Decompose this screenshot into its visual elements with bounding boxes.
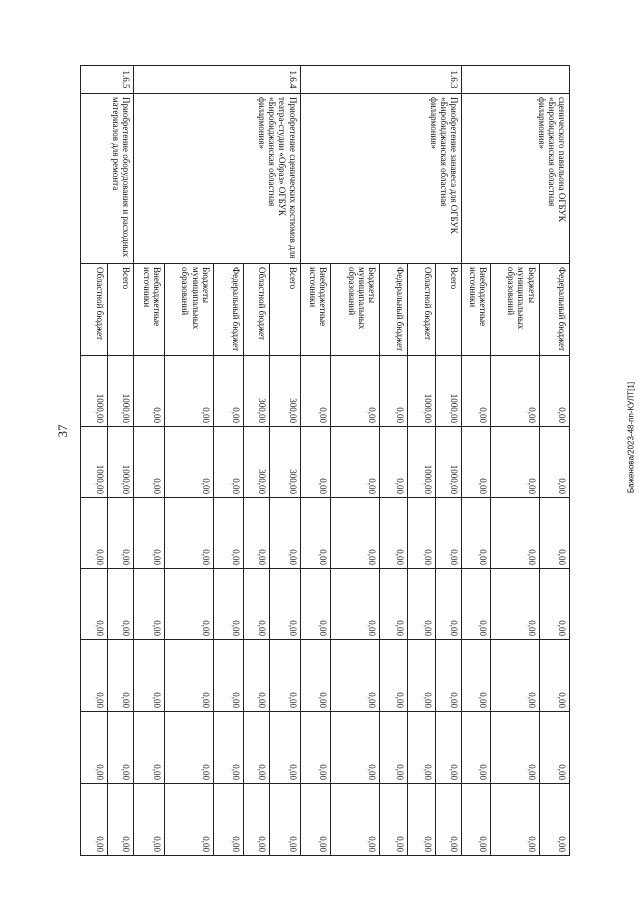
value-cell: 300,00: [244, 356, 270, 427]
value-cell: 0,00: [436, 640, 462, 712]
value-cell: 0,00: [300, 498, 330, 569]
value-cell: 0,00: [379, 427, 407, 498]
funding-source-cell: Всего: [270, 264, 300, 356]
item-number-cell: 1.6.5: [81, 66, 134, 94]
value-cell: 0,00: [408, 498, 436, 569]
value-cell: 0,00: [244, 640, 270, 712]
value-cell: 0,00: [300, 640, 330, 712]
value-cell: 0,00: [462, 640, 490, 712]
item-name-cell: Приобретение оборудования и расходных материалов для ремонта: [81, 94, 134, 264]
value-cell: 0,00: [213, 498, 243, 569]
rotated-table-wrapper: [80, 65, 570, 855]
value-cell: 0,00: [270, 640, 300, 712]
value-cell: 0,00: [213, 569, 243, 640]
value-cell: 0,00: [379, 569, 407, 640]
value-cell: 0,00: [539, 427, 569, 498]
value-cell: 0,00: [108, 569, 134, 640]
funding-source-cell: Областной бюджет: [81, 264, 108, 356]
value-cell: 0,00: [164, 569, 213, 640]
value-cell: 0,00: [436, 712, 462, 784]
value-cell: 0,00: [462, 784, 490, 856]
value-cell: 0,00: [436, 498, 462, 569]
value-cell: 0,00: [81, 569, 108, 640]
value-cell: 1000,00: [408, 427, 436, 498]
value-cell: 0,00: [379, 784, 407, 856]
value-cell: 0,00: [539, 784, 569, 856]
value-cell: 0,00: [408, 784, 436, 856]
value-cell: 0,00: [330, 427, 379, 498]
value-cell: 0,00: [539, 498, 569, 569]
value-cell: 0,00: [490, 784, 539, 856]
value-cell: 0,00: [330, 712, 379, 784]
value-cell: 0,00: [270, 569, 300, 640]
value-cell: 0,00: [462, 498, 490, 569]
value-cell: 0,00: [490, 356, 539, 427]
value-cell: 0,00: [213, 427, 243, 498]
value-cell: 0,00: [539, 712, 569, 784]
value-cell: 1000,00: [408, 356, 436, 427]
value-cell: 0,00: [213, 640, 243, 712]
value-cell: 0,00: [436, 569, 462, 640]
value-cell: 0,00: [164, 356, 213, 427]
value-cell: 0,00: [300, 427, 330, 498]
funding-source-cell: Областной бюджет: [408, 264, 436, 356]
value-cell: 0,00: [134, 427, 164, 498]
value-cell: 0,00: [490, 712, 539, 784]
value-cell: 0,00: [300, 712, 330, 784]
value-cell: 0,00: [134, 640, 164, 712]
value-cell: 0,00: [539, 356, 569, 427]
value-cell: 0,00: [108, 498, 134, 569]
value-cell: 0,00: [134, 784, 164, 856]
value-cell: 0,00: [213, 784, 243, 856]
table-row: [108, 66, 134, 856]
item-name-cell: сценического павильона ОГБУК «Биробиджанская областная филармония»: [462, 94, 570, 264]
value-cell: 0,00: [108, 640, 134, 712]
value-cell: 0,00: [134, 356, 164, 427]
funding-source-cell: Федеральный бюджет: [213, 264, 243, 356]
document-footer: Баженова/2023-48-пп-КУЛТ[1]: [626, 381, 636, 494]
value-cell: 0,00: [300, 569, 330, 640]
value-cell: 0,00: [244, 569, 270, 640]
value-cell: 1000,00: [436, 427, 462, 498]
value-cell: 0,00: [408, 640, 436, 712]
value-cell: 300,00: [244, 427, 270, 498]
funding-source-cell: Бюджеты муниципальных образований: [330, 264, 379, 356]
value-cell: 0,00: [379, 498, 407, 569]
value-cell: 0,00: [108, 712, 134, 784]
value-cell: 0,00: [300, 356, 330, 427]
value-cell: 0,00: [244, 784, 270, 856]
value-cell: 0,00: [81, 712, 108, 784]
value-cell: 0,00: [490, 640, 539, 712]
value-cell: 0,00: [408, 569, 436, 640]
funding-source-cell: Бюджеты муниципальных образований: [164, 264, 213, 356]
value-cell: 0,00: [490, 498, 539, 569]
item-name-cell: Приобретение сценических костюмов для театра-студии «Образ» ОГБУК «Биробиджанская областная филармония»: [134, 94, 300, 264]
item-number-cell: [462, 66, 570, 94]
funding-source-cell: Внебюджетные источники: [300, 264, 330, 356]
value-cell: 0,00: [379, 640, 407, 712]
table-body: [81, 66, 570, 856]
funding-source-cell: Федеральный бюджет: [539, 264, 569, 356]
value-cell: 0,00: [134, 712, 164, 784]
value-cell: 0,00: [462, 569, 490, 640]
value-cell: 0,00: [213, 712, 243, 784]
funding-source-cell: Бюджеты муниципальных образований: [490, 264, 539, 356]
value-cell: 0,00: [164, 640, 213, 712]
item-name-cell: Приобретение занавеса для ОГБУК «Биробиджанская областная филармония»: [300, 94, 462, 264]
value-cell: 0,00: [108, 784, 134, 856]
value-cell: 0,00: [330, 356, 379, 427]
value-cell: 1000,00: [108, 356, 134, 427]
value-cell: 0,00: [462, 356, 490, 427]
value-cell: 0,00: [379, 356, 407, 427]
value-cell: 0,00: [330, 640, 379, 712]
value-cell: 0,00: [81, 498, 108, 569]
item-number-cell: 1.6.3: [300, 66, 462, 94]
value-cell: 0,00: [270, 498, 300, 569]
value-cell: 0,00: [134, 498, 164, 569]
value-cell: 0,00: [408, 712, 436, 784]
value-cell: 0,00: [81, 640, 108, 712]
value-cell: 0,00: [300, 784, 330, 856]
value-cell: 0,00: [164, 712, 213, 784]
funding-source-cell: Внебюджетные источники: [134, 264, 164, 356]
value-cell: 0,00: [539, 569, 569, 640]
value-cell: 0,00: [379, 712, 407, 784]
table-row: [436, 66, 462, 856]
value-cell: 300,00: [270, 356, 300, 427]
value-cell: 0,00: [462, 712, 490, 784]
value-cell: 0,00: [134, 569, 164, 640]
value-cell: 0,00: [270, 712, 300, 784]
value-cell: 0,00: [330, 569, 379, 640]
value-cell: 0,00: [164, 427, 213, 498]
value-cell: 1000,00: [436, 356, 462, 427]
value-cell: 1000,00: [108, 427, 134, 498]
page-number: 37: [55, 424, 70, 438]
table-row: [270, 66, 300, 856]
funding-source-cell: Областной бюджет: [244, 264, 270, 356]
funding-source-cell: Федеральный бюджет: [379, 264, 407, 356]
value-cell: 0,00: [164, 784, 213, 856]
value-cell: 0,00: [490, 427, 539, 498]
value-cell: 0,00: [436, 784, 462, 856]
funding-source-cell: Внебюджетные источники: [462, 264, 490, 356]
value-cell: 0,00: [244, 498, 270, 569]
value-cell: 0,00: [539, 640, 569, 712]
value-cell: 0,00: [213, 356, 243, 427]
value-cell: 0,00: [81, 784, 108, 856]
value-cell: 0,00: [490, 569, 539, 640]
item-number-cell: 1.6.4: [134, 66, 300, 94]
budget-table: [80, 65, 570, 856]
value-cell: 0,00: [330, 498, 379, 569]
value-cell: 0,00: [330, 784, 379, 856]
value-cell: 0,00: [462, 427, 490, 498]
value-cell: 1000,00: [81, 356, 108, 427]
value-cell: 0,00: [270, 784, 300, 856]
table-row: [539, 66, 569, 856]
funding-source-cell: Всего: [108, 264, 134, 356]
value-cell: 300,00: [270, 427, 300, 498]
value-cell: 0,00: [244, 712, 270, 784]
funding-source-cell: Всего: [436, 264, 462, 356]
value-cell: 0,00: [164, 498, 213, 569]
value-cell: 1000,00: [81, 427, 108, 498]
